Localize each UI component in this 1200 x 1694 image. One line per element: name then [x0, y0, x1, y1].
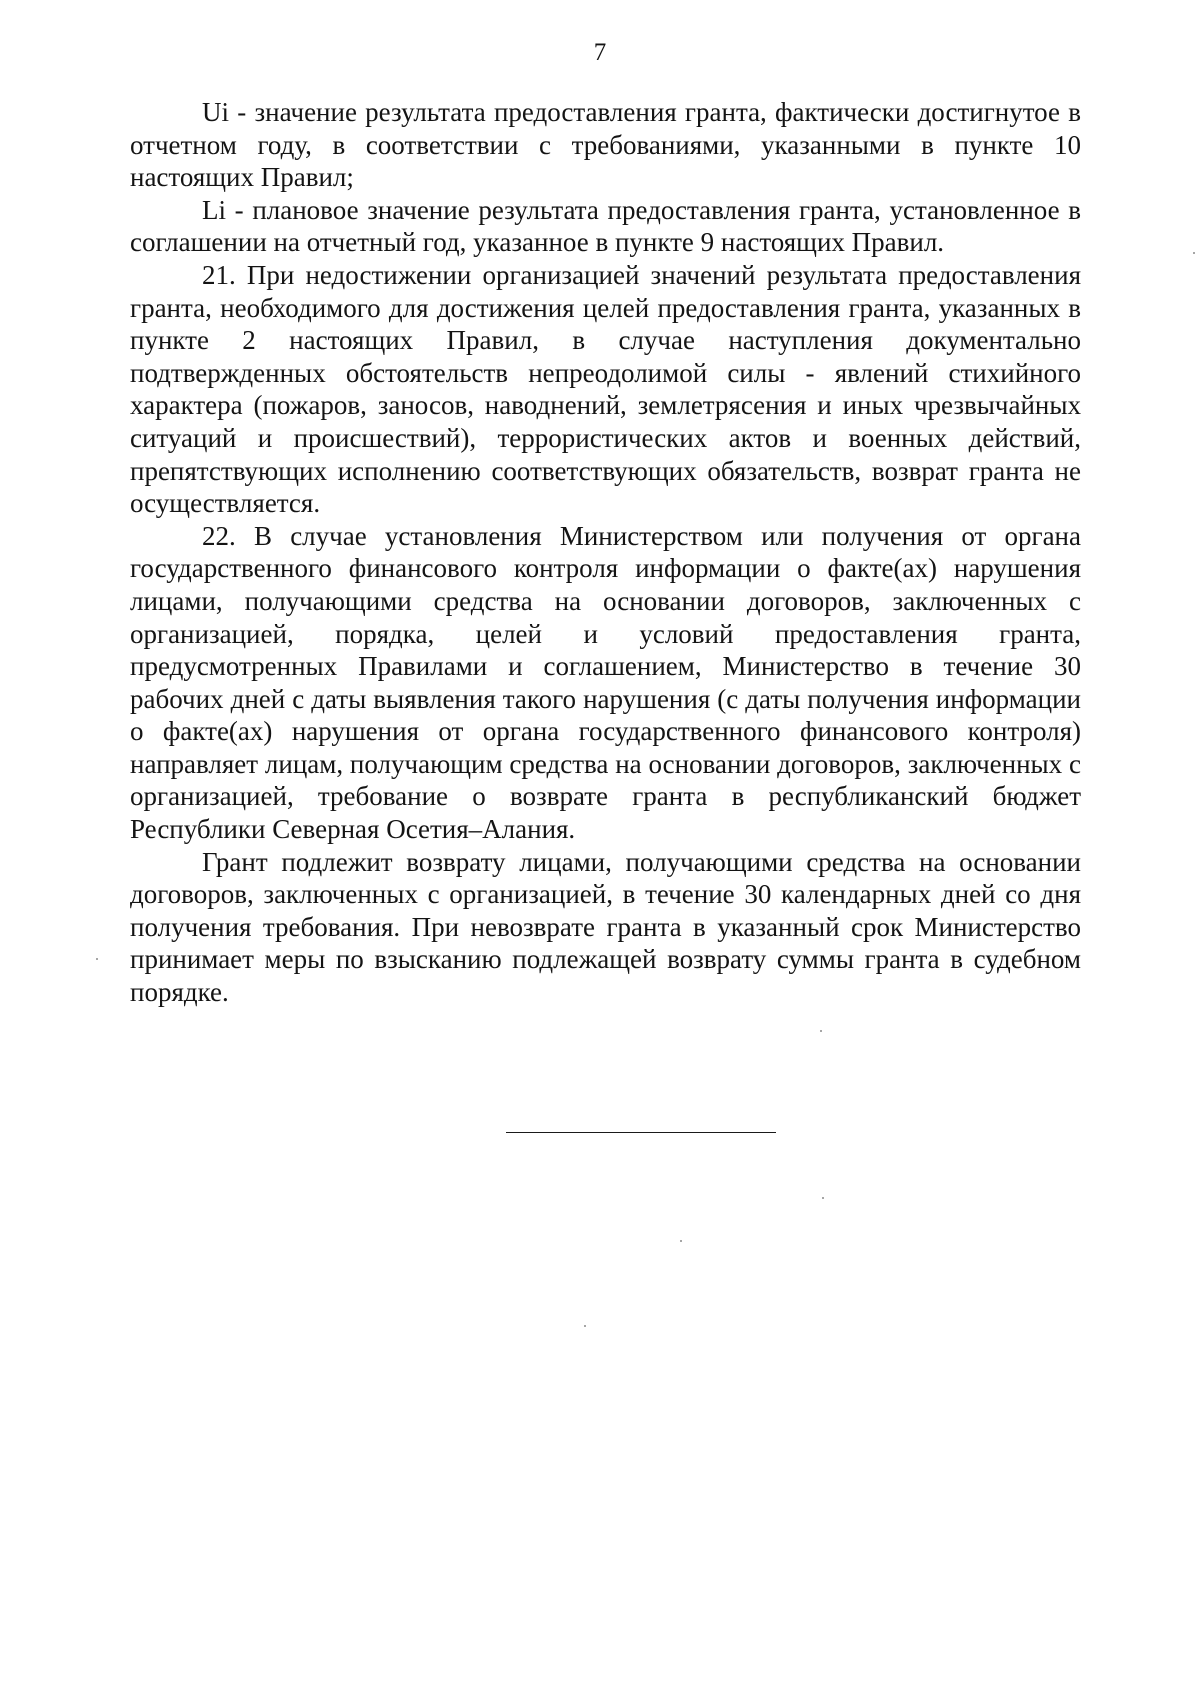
end-divider-line	[506, 1132, 776, 1133]
scan-speck	[584, 1325, 586, 1327]
document-body	[130, 96, 1081, 1009]
scan-speck	[820, 1030, 822, 1032]
paragraph-li-definition: Li - плановое значение результата предоставления гранта, установленное в соглашении на отчетный год, указанное в пункте 9 настоящих Правил.	[130, 194, 1081, 258]
paragraph-clause-21: 21. При недостижении организацией значений результата предоставления гранта, необходимого для достижения целей предоставления гранта, указанных в пункте 2 настоящих Правил, в случае наступления документально подтвержденных обстоятельств непреодолимой силы - явлений стихийного характера (пожаров, заносов, наводнений, землетрясения и иных чрезвычайных ситуаций и происшествий), террористических актов и военных действий, препятствующих исполнению соответствующих обязательств, возврат гранта не осуществляется.	[130, 259, 1081, 519]
paragraph-grant-return: Грант подлежит возврату лицами, получающими средства на основании договоров, заключенных с организацией, в течение 30 календарных дней со дня получения требования. При невозврате гранта в указанный срок Министерство принимает меры по взысканию подлежащей возврату суммы гранта в судебном порядке.	[130, 846, 1081, 1008]
scan-speck	[96, 958, 98, 960]
paragraph-ui-definition: Ui - значение результата предоставления гранта, фактически достигнутое в отчетном году, в соответствии с требованиями, указанными в пункте 10 настоящих Правил;	[130, 97, 1081, 193]
paragraph-clause-22: 22. В случае установления Министерством или получения от органа государственного финансового контроля информации о факте(ах) нарушения лицами, получающими средства на основании договоров, заключенных с организацией, порядка, целей и условий предоставления гранта, предусмотренных Правилами и соглашением, Министерство в течение 30 рабочих дней с даты выявления такого нарушения (с даты получения информации о факте(ах) нарушения от органа государственного финансового контроля) направляет лицам, получающим средства на основании договоров, заключенных с организацией, требование о возврате гранта в республиканский бюджет Республики Северная Осетия–Алания.	[130, 520, 1081, 845]
page-number: 7	[593, 39, 607, 66]
scan-speck	[680, 1240, 682, 1242]
scan-speck	[1193, 252, 1195, 254]
scan-speck	[822, 1197, 824, 1199]
